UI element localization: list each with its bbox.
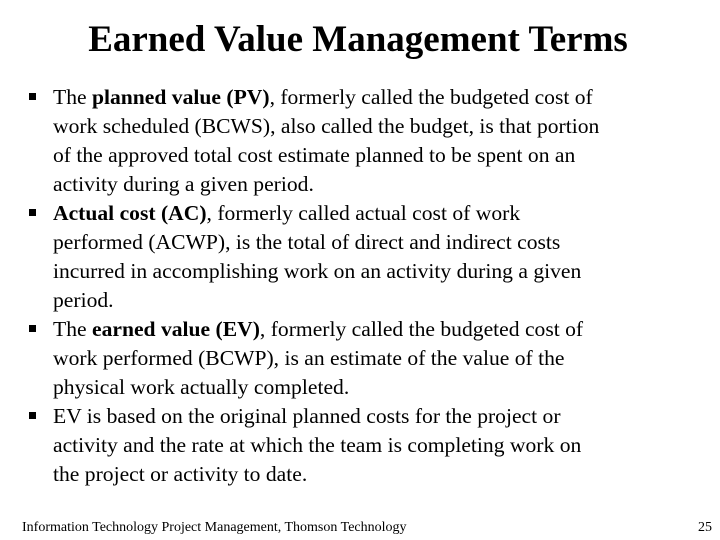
bullet-line	[53, 344, 689, 373]
bullet-line	[53, 315, 689, 344]
slide-title: Earned Value Management Terms	[88, 19, 628, 60]
text-run: , formerly called actual cost of work	[206, 201, 521, 225]
bullet-item	[29, 402, 689, 489]
text-run: work performed (BCWP), is an estimate of the value of the	[53, 346, 565, 370]
bullet-item	[29, 83, 689, 199]
text-run: period.	[53, 288, 114, 312]
text-run: The	[53, 85, 92, 109]
page-number: 25	[698, 520, 712, 535]
footer-text: Information Technology Project Management, Thomson Technology	[22, 520, 407, 535]
bold-term: planned value (PV)	[91, 85, 270, 109]
square-bullet-icon	[29, 325, 36, 332]
text-run: EV is based on the original planned costs for the project or	[53, 404, 561, 428]
bold-term: Actual cost (AC)	[53, 201, 207, 225]
bold-term: earned value (EV)	[91, 317, 260, 341]
bullet-line	[53, 199, 689, 228]
text-run: The	[53, 317, 92, 341]
bullet-line	[53, 402, 689, 431]
bullet-line	[53, 431, 689, 460]
text-run: performed (ACWP), is the total of direct and indirect costs	[53, 230, 561, 254]
bullet-line	[53, 141, 689, 170]
text-run: activity during a given period.	[53, 172, 314, 196]
text-run: work scheduled (BCWS), also called the budget, is that portion	[53, 114, 600, 138]
bullet-line	[53, 257, 689, 286]
bullet-line	[53, 373, 689, 402]
bullet-line	[53, 83, 689, 112]
bullet-line	[53, 170, 689, 199]
square-bullet-icon	[29, 93, 36, 100]
bullet-line	[53, 460, 689, 489]
text-run: activity and the rate at which the team is completing work on	[53, 433, 582, 457]
text-run: of the approved total cost estimate planned to be spent on an	[53, 143, 576, 167]
text-run: , formerly called the budgeted cost of	[269, 85, 593, 109]
square-bullet-icon	[29, 412, 36, 419]
bullet-item	[29, 199, 689, 315]
bullet-line	[53, 112, 689, 141]
bullet-item	[29, 315, 689, 402]
text-run: physical work actually completed.	[53, 375, 350, 399]
text-run: the project or activity to date.	[53, 462, 308, 486]
bullet-list	[29, 83, 689, 489]
text-run: , formerly called the budgeted cost of	[259, 317, 584, 341]
bullet-line	[53, 228, 689, 257]
text-run: incurred in accomplishing work on an activity during a given	[53, 259, 582, 283]
bullet-line	[53, 286, 689, 315]
square-bullet-icon	[29, 209, 36, 216]
